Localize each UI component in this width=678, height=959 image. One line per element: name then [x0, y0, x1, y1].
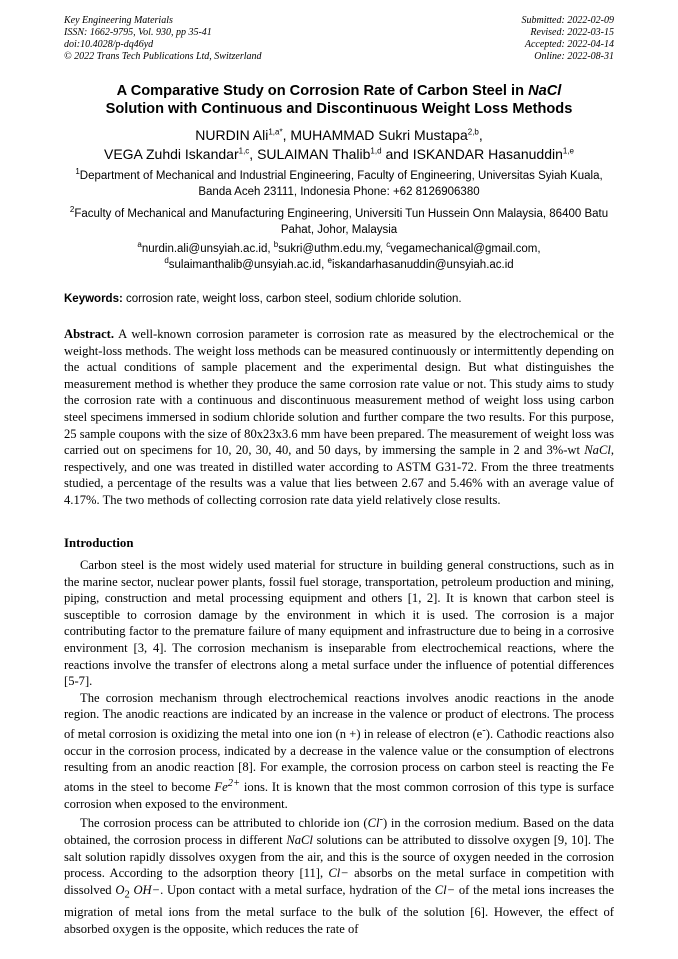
- paragraph: The corrosion mechanism through electrochemical reactions involves anodic reactions in the anode region. The anodic reactions are indicated by an increase in the valence or product of electrons. The process of metal corrosion is oxidizing the metal into one ion (n +) in release of electron (e-). Cathodic reactions also occur in the corrosion process, indicated by a decrease in the valence value or the consumption of electrons resulting from an anodic reaction [8]. For example, the corrosion process on carbon steel is reacting the Fe atoms in the steel to become $Fe^{2+}$ ions. It is known that the most common corrosion of this type is surface corrosion when exposed to the environment.: [64, 690, 615, 811]
- submitted-date: Submitted: 2022-02-09: [521, 15, 614, 26]
- paragraph: The corrosion process can be attributed to chloride ion (Cl-) in the corrosion medium. Based on the data obtained, the corrosion process in different NaCl solutions can be attributed to dissolve oxygen [9, 10]. The salt solution rapidly dissolves oxygen from the air, and this is the source of oxygen needed in the corrosion process. According to the adsorption theory [11], Cl− absorbs on the metal surface in competition with dissolved $O_2$ OH−. Upon contact with a metal surface, hydration of the Cl− of the metal ions increases the migration of metal ions from the metal surface to the bulk of the solution [6]. However, the effect of absorbed oxygen is the opposite, which reduces the rate of: [64, 814, 615, 936]
- accepted-date: Accepted: 2022-04-14: [524, 39, 614, 50]
- online-date: Online: 2022-08-31: [534, 51, 614, 62]
- journal-name: Key Engineering Materials: [64, 15, 173, 26]
- keywords-label: Keywords:: [64, 293, 123, 305]
- author-emails: $^a$nurdin.ali@unsyiah.ac.id, $^b$sukri@uthm.edu.my, $^c$vegamechanical@gmail.com, $^d$sulaimanthalib@unsyiah.ac.id, $^e$iskandarhasanuddin@unsyiah.ac.id: [137, 240, 541, 271]
- section-heading: Introduction: [64, 536, 134, 550]
- author-affil: 1,a*: [268, 127, 283, 137]
- title-nacl: NaCl: [528, 83, 562, 99]
- doi[interactable]: doi:10.4028/p-dq46yd: [64, 39, 154, 50]
- paper-title: [40, 82, 638, 118]
- author-name: VEGA Zuhdi Iskandar: [103, 146, 239, 162]
- journal-info: [64, 15, 262, 63]
- author-and: and: [385, 146, 409, 162]
- author-name: MUHAMMAD Sukri Mustapa: [290, 127, 468, 143]
- email-link[interactable]: vegamechanical@gmail.com,: [390, 243, 541, 255]
- issn: ISSN: 1662-9795, Vol. 930, pp 35-41: [64, 27, 212, 38]
- title-line2: Solution with Continuous and Discontinuous Weight Loss Methods: [105, 101, 573, 117]
- author-name: SULAIMAN Thalib: [257, 146, 371, 162]
- author-list: NURDIN Ali$^{1,a*}$, MUHAMMAD Sukri Mustapa$^{2,b}$, VEGA Zuhdi Iskandar$^{1,c}$, SULAIMAN Thalib$^{1,d}$ and ISKANDAR Hasanuddin$^{1,e}$: [103, 127, 574, 162]
- title-line1: A Comparative Study on Corrosion Rate of Carbon Steel in: [116, 83, 529, 99]
- author-name: NURDIN Ali: [195, 127, 269, 143]
- paragraph: Carbon steel is the most widely used material for structure in building general constructions, such as in the marine sector, nuclear power plants, fossil fuel storage, transportation, petroleum production and mining, piping, construction and metal processing equipment and others [1, 2]. It is known that carbon steel is susceptible to corrosion damage by the environment in which it is used. The corrosion is a major contributing factor to the premature failure of many equipment and infrastructure due to being in a corrosive environment [3, 4]. The corrosion mechanism is inseparable from electrochemical reactions, where the reactions involve the transfer of electrons along a metal surface under the influence of potential differences [5-7].: [64, 558, 614, 689]
- email-link[interactable]: sulaimanthalib@unsyiah.ac.id,: [168, 259, 325, 271]
- email-link[interactable]: iskandarhasanuddin@unsyiah.ac.id: [331, 259, 514, 271]
- email-link[interactable]: nurdin.ali@unsyiah.ac.id,: [141, 243, 271, 255]
- affiliation-1: $^1$Department of Mechanical and Industrial Engineering, Faculty of Engineering, Universitas Syiah Kuala, Banda Aceh 23111, Indonesia Phone: +62 8126906380: [75, 167, 603, 198]
- abstract-label: Abstract.: [64, 327, 115, 341]
- author-name: ISKANDAR Hasanuddin: [412, 146, 563, 162]
- abstract: Abstract. A well-known corrosion parameter is corrosion rate as measured by the electrochemical or the weight-loss methods. The weight loss methods can be measured continuously or intermittently depending on the actual conditions of sample placement and the experimental design. But what distinguishes the measurement method is whether they produce the same corrosion rate value or not. This study aims to study the corrosion rate with a continuous and discontinuous measurement method of weight loss using carbon steel specimens immersed in sodium chloride solution and further compare the two results. For this purpose, 25 sample coupons with the size of 80x23x3.6 mm have been prepared. The measurement of weight loss was carried out on specimens for 10, 20, 30, 40, and 50 days, by immersing the sample in 2 and 3%-wt NaCl, respectively, and one was treated in distilled water according to ASTM G31-72. From the three treatments studied, a percentage of the results was a value that lies between 2.67 and 5.46% with an average value of 4.17%. The two methods of collecting corrosion rate data yield relatively close results.: [64, 327, 615, 507]
- keywords-text: corrosion rate, weight loss, carbon steel, sodium chloride solution.: [126, 293, 462, 305]
- author-affil: 1,c: [238, 146, 250, 156]
- author-affil: 1,d: [370, 146, 382, 156]
- email-link[interactable]: sukri@uthm.edu.my,: [278, 243, 383, 255]
- publication-dates: [522, 15, 615, 63]
- introduction-body: [64, 557, 614, 937]
- revised-date: Revised: 2022-03-15: [530, 27, 614, 38]
- copyright: © 2022 Trans Tech Publications Ltd, Switzerland: [64, 51, 262, 62]
- author-affil: 2,b: [467, 127, 479, 137]
- affiliation-2: $^2$Faculty of Mechanical and Manufacturing Engineering, Universiti Tun Hussein Onn Malaysia, 86400 Batu Pahat, Johor, Malaysia: [69, 205, 609, 236]
- keywords: [64, 291, 614, 307]
- author-affil: 1,e: [562, 146, 574, 156]
